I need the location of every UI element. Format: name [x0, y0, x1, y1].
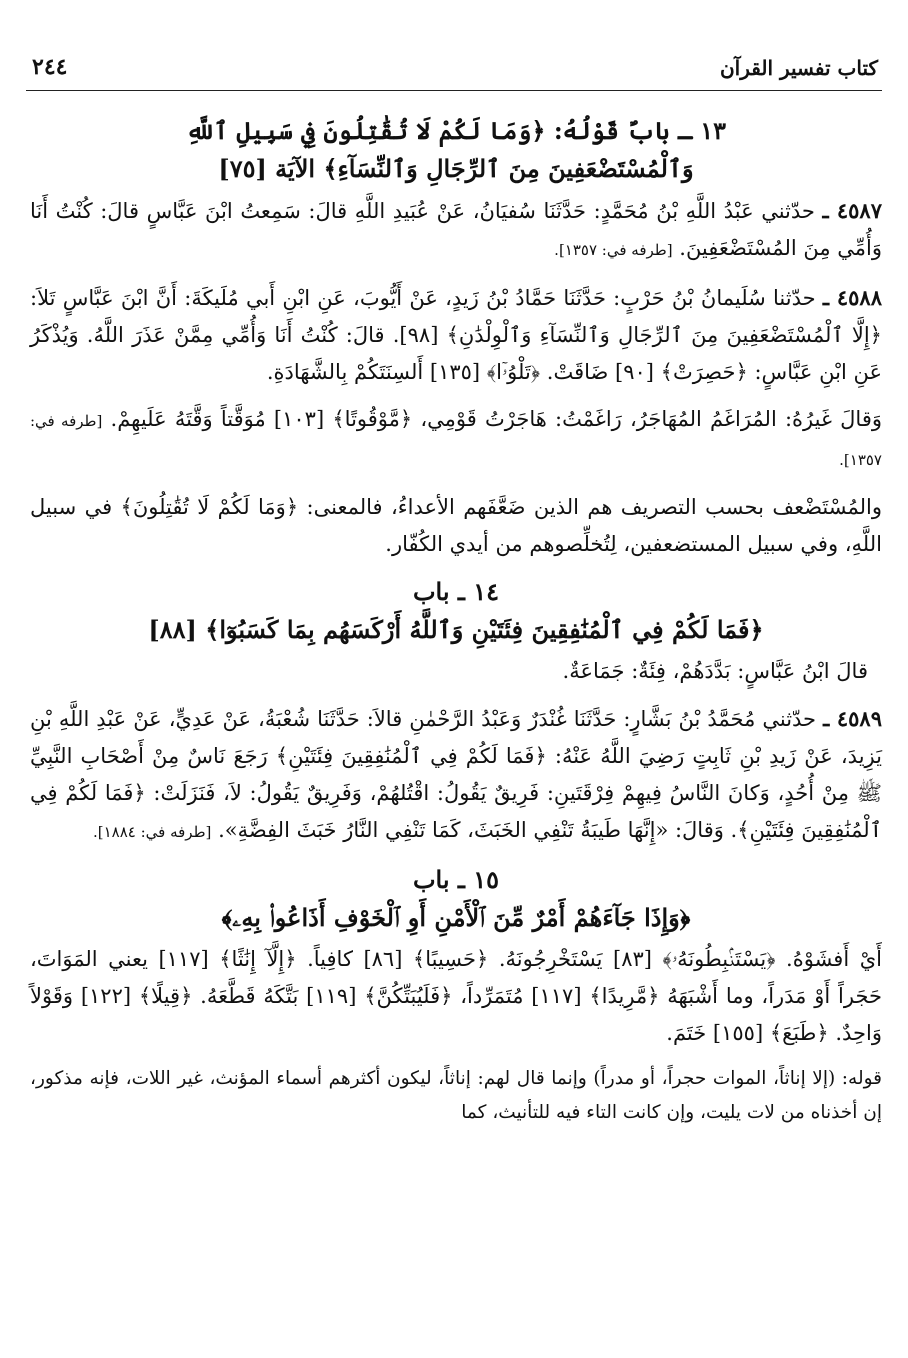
hadith-text: حدّثني عَبْدُ اللَّهِ بْنُ مُحَمَّدٍ: حَدَّثَنَا سُفيَانُ، عَنْ عُبَيدِ اللَّهِ قالَ: سَمِعتُ ابْنَ عَبَّاسٍ قالَ: كُنْتُ أَنَا وَأُمِّي مِنَ المُسْتَضْعَفِينَ.: [30, 199, 882, 260]
chapter-13-heading-line1: ١٣ ـ بابٌ قَوْلُهُ: ﴿وَمَا لَكُمْ لَا تُقَٰتِلُونَ فِي سَبِيلِ ٱللَّهِ: [185, 116, 727, 145]
commentary-text: قوله: (إلا إناثاً، الموات حجراً، أو مدراً) وإنما قال لهم: إناثاً، ليكون أكثرهم أسماء المؤنث، غير اللات، فإنه مذكور، إن أخذناه من لات يليت، وإن كانت التاء فيه للتأنيث، كما: [30, 1068, 882, 1123]
chapter-14-verse: ﴿فَمَا لَكُمْ فِي ٱلْمُنَٰفِقِينَ فِئَتَيْنِ وَٱللَّهُ أَرْكَسَهُم بِمَا كَسَبُوٓا﴾ [٨٨]: [148, 615, 764, 644]
other-commentary: [30, 401, 882, 479]
chapter-15-heading: [30, 861, 882, 937]
explanation-paragraph: [30, 489, 882, 563]
cross-reference: [طرفه في: ١٣٥٧].: [554, 241, 673, 259]
page-content: [30, 102, 882, 1130]
gloss-text: أَيْ أَفشَوْهُ. ﴿يَسْتَنۢبِطُونَهُۥ﴾ [٨٣] يَسْتَخْرِجُونَهُ. ﴿حَسِيبًا﴾ [٨٦] كافِياً. ﴿إِلَّآ إِنَٰثًا﴾ [١١٧] يعني المَوَاتَ، حَجَراً أَوْ مَدَراً، وما أَشْبَهَهُ ﴿مَّرِيدًا﴾ [١١٧] مُتَمَرِّداً، ﴿فَلَيُبَتِّكُنَّ﴾ [١١٩] بَتَّكَهُ قَطَّعَهُ. ﴿قِيلًا﴾ [١٢٢] وَقَوْلاً وَاحِدٌ. ﴿طَبَعَ﴾ [١٥٥] خَتَمَ.: [30, 947, 882, 1045]
chapter-13-heading: [30, 112, 882, 188]
hadith-4587: [30, 192, 882, 269]
word-glosses: [30, 941, 882, 1052]
chapter-14-heading: [30, 573, 882, 649]
chapter-15-verse: ﴿وَإِذَا جَآءَهُمْ أَمْرٌ مِّنَ ٱلْأَمْنِ أَوِ ٱلْخَوْفِ أَذَاعُوا۟ بِهِۦ﴾: [221, 903, 691, 932]
hadith-number: ٤٥٨٩ ـ: [823, 706, 882, 731]
explanation-text: والمُسْتَضْعف بحسب التصريف هم الذين ضَعَّفَهم الأعداءُ، فالمعنى: ﴿وَمَا لَكُمْ لَا تُقَٰتِلُونَ﴾ في سبيل اللَّهِ، وفي سبيل المستضعفين، لِتُخلِّصوهم من أيدي الكُفّار.: [30, 495, 882, 556]
hadith-text: حدّثني مُحَمَّدُ بْنُ بَشَّارٍ: حَدَّثَنَا غُنْدَرٌ وَعَبْدُ الرَّحْمٰنِ قالاَ: حَدَّثَنَا شُعْبَةُ، عَنْ عَدِيٍّ، عَنْ عَبْدِ اللَّهِ بْنِ يَزِيدَ، عَنْ زَيدِ بْنِ ثَابِتٍ رَضِيَ اللَّهُ عَنْهُ: ﴿فَمَا لَكُمْ فِي ٱلْمُنَٰفِقِينَ فِئَتَيْنِ﴾ رَجَعَ نَاسٌ مِنْ أَصْحَابِ النَّبِيِّ ﷺ مِنْ أُحُدٍ، وَكانَ النَّاسُ فِيهِمْ فِرْقَتَينِ: فَرِيقٌ يَقُولُ: اقْتُلهُمْ، وَفَرِيقٌ يَقُولُ: لاَ، فَنَزَلَتْ: ﴿فَمَا لَكُمْ فِي ٱلْمُنَٰفِقِينَ فِئَتَيْنِ﴾. وَقالَ: «إِنَّهَا طَيبَةُ تَنْفِي الخَبَثَ، كَمَا تَنْفِي النَّارُ خَبَثَ الفِضَّةِ».: [30, 707, 882, 842]
hadith-text: حدّثنا سُلَيمانُ بْنُ حَرْبٍ: حَدَّثَنَا حَمَّادُ بْنُ زَيدٍ، عَنْ أَيُّوبَ، عَنِ ابْنِ أَبي مُلَيكَةَ: أَنَّ ابْنَ عَبَّاسٍ تَلاَ: ﴿إِلَّا ٱلْمُسْتَضْعَفِينَ مِنَ ٱلرِّجَالِ وَٱلنِّسَآءِ وَٱلْوِلْدَٰنِ﴾ [٩٨]. قالَ: كُنْتُ أَنَا وَأُمِّي مِمَّنْ عَذَرَ اللَّهُ. وَيُذْكَرُ عَنِ ابْنِ عَبَّاسٍ: ﴿حَصِرَتْ﴾ [٩٠] ضَاقَتْ. ﴿تَلْوُۥٓا﴾ [١٣٥] أَلسِنَتَكُمْ بِالشَّهَادَةِ.: [30, 286, 882, 384]
hadith-number: ٤٥٨٨ ـ: [822, 285, 882, 310]
chapter-13-heading-line2: وَٱلْمُسْتَضْعَفِينَ مِنَ ٱلرِّجَالِ وَٱلنِّسَآءِ﴾ الآيَة [٧٥]: [218, 154, 694, 183]
book-title: كتاب تفسير القرآن: [719, 56, 878, 80]
cross-reference: [طرفه في: ١٣٥٧].: [30, 412, 882, 469]
hadith-number: ٤٥٨٧ ـ: [822, 198, 882, 223]
chapter-15-title: ١٥ ـ باب: [412, 865, 500, 894]
cross-reference: [طرفه في: ١٨٨٤].: [92, 823, 212, 841]
ibn-abbas-note: قالَ ابْنُ عَبَّاسٍ: بَدَّدَهُمْ، فِئَةٌ: جَمَاعَةٌ.: [562, 659, 868, 683]
page-number: ٢٤٤: [32, 54, 68, 80]
footer-commentary: [30, 1062, 882, 1130]
hadith-4588: [30, 279, 882, 391]
chapter-14-title: ١٤ ـ باب: [412, 577, 500, 606]
hadith-4589: [30, 700, 882, 851]
page-header: [26, 46, 882, 91]
commentary-text: وَقالَ غَيرُهُ: المُرَاغَمُ المُهَاجَرُ، رَاغَمْتُ: هَاجَرْتُ قَوْمِي، ﴿مَّوْقُوتًا﴾ [١٠٣] مُوَقَّتاً وَقَّتَهُ عَلَيهِمْ.: [110, 407, 883, 431]
